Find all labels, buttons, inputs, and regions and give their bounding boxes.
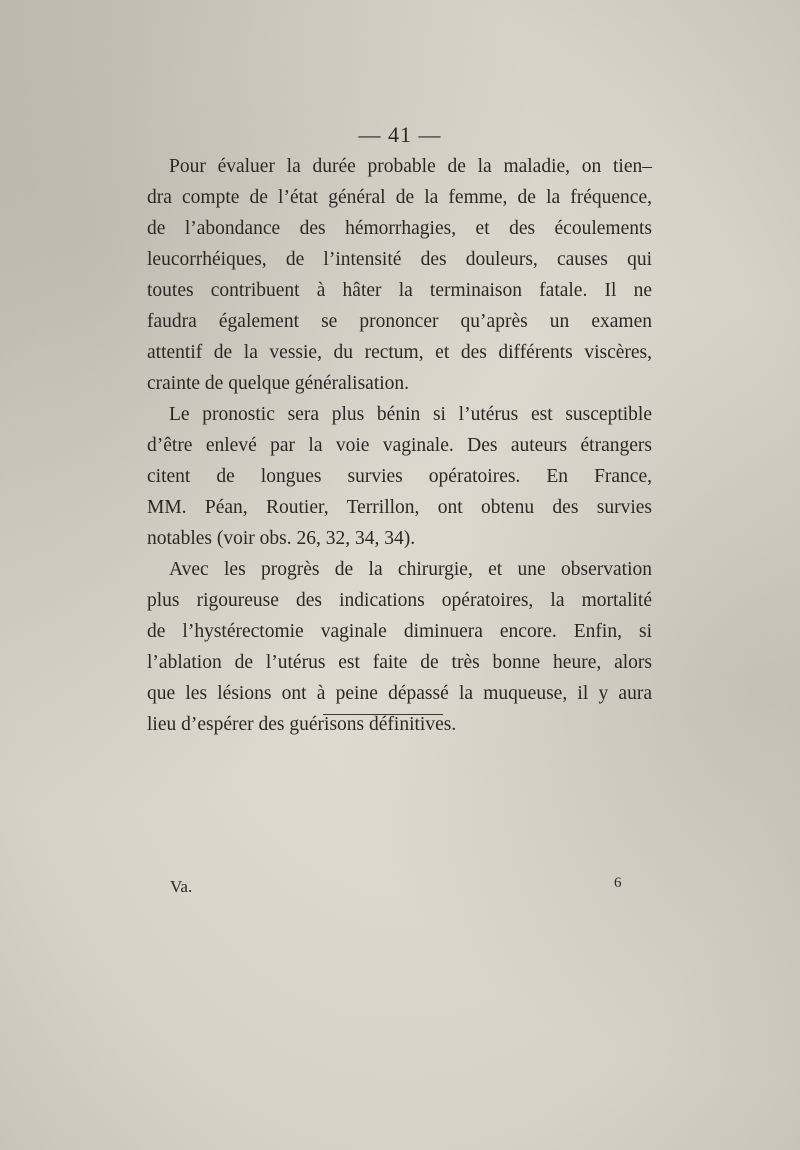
- text-line: de l’abondance des hémorrhagies, et des écoulements: [147, 218, 652, 239]
- signature-number: 6: [614, 875, 622, 891]
- text-line: citent de longues survies opératoires. En France,: [147, 466, 652, 487]
- text-line: d’être enlevé par la voie vaginale. Des auteurs étrangers: [147, 435, 652, 456]
- text-line: lieu d’espérer des guérisons définitives.: [147, 714, 457, 735]
- text-line: de l’hystérectomie vaginale diminuera encore. Enfin, si: [147, 621, 652, 642]
- signature-mark: Va.: [170, 877, 193, 896]
- text-line: Le pronostic sera plus bénin si l’utérus est susceptible: [169, 404, 652, 425]
- text-line: attentif de la vessie, du rectum, et des différents viscères,: [147, 342, 652, 363]
- section-rule: [323, 714, 443, 715]
- text-line: notables (voir obs. 26, 32, 34, 34).: [147, 528, 416, 549]
- text-line: plus rigoureuse des indications opératoires, la mortalité: [147, 590, 652, 611]
- text-line: l’ablation de l’utérus est faite de très bonne heure, alors: [147, 652, 652, 673]
- text-line: crainte de quelque généralisation.: [147, 373, 410, 394]
- text-line: Pour évaluer la durée probable de la maladie, on tien–: [169, 156, 652, 177]
- page-number: — 41 —: [358, 122, 442, 147]
- text-line: dra compte de l’état général de la femme, de la fréquence,: [147, 187, 652, 208]
- body-text: [147, 151, 652, 740]
- text-line: que les lésions ont à peine dépassé la muqueuse, il y aura: [147, 683, 652, 704]
- text-line: leucorrhéiques, de l’intensité des douleurs, causes qui: [147, 249, 652, 270]
- text-line: MM. Péan, Routier, Terrillon, ont obtenu des survies: [147, 497, 652, 518]
- text-line: Avec les progrès de la chirurgie, et une observation: [169, 559, 652, 580]
- text-line: faudra également se prononcer qu’après un examen: [147, 311, 652, 332]
- text-line: toutes contribuent à hâter la terminaison fatale. Il ne: [147, 280, 652, 301]
